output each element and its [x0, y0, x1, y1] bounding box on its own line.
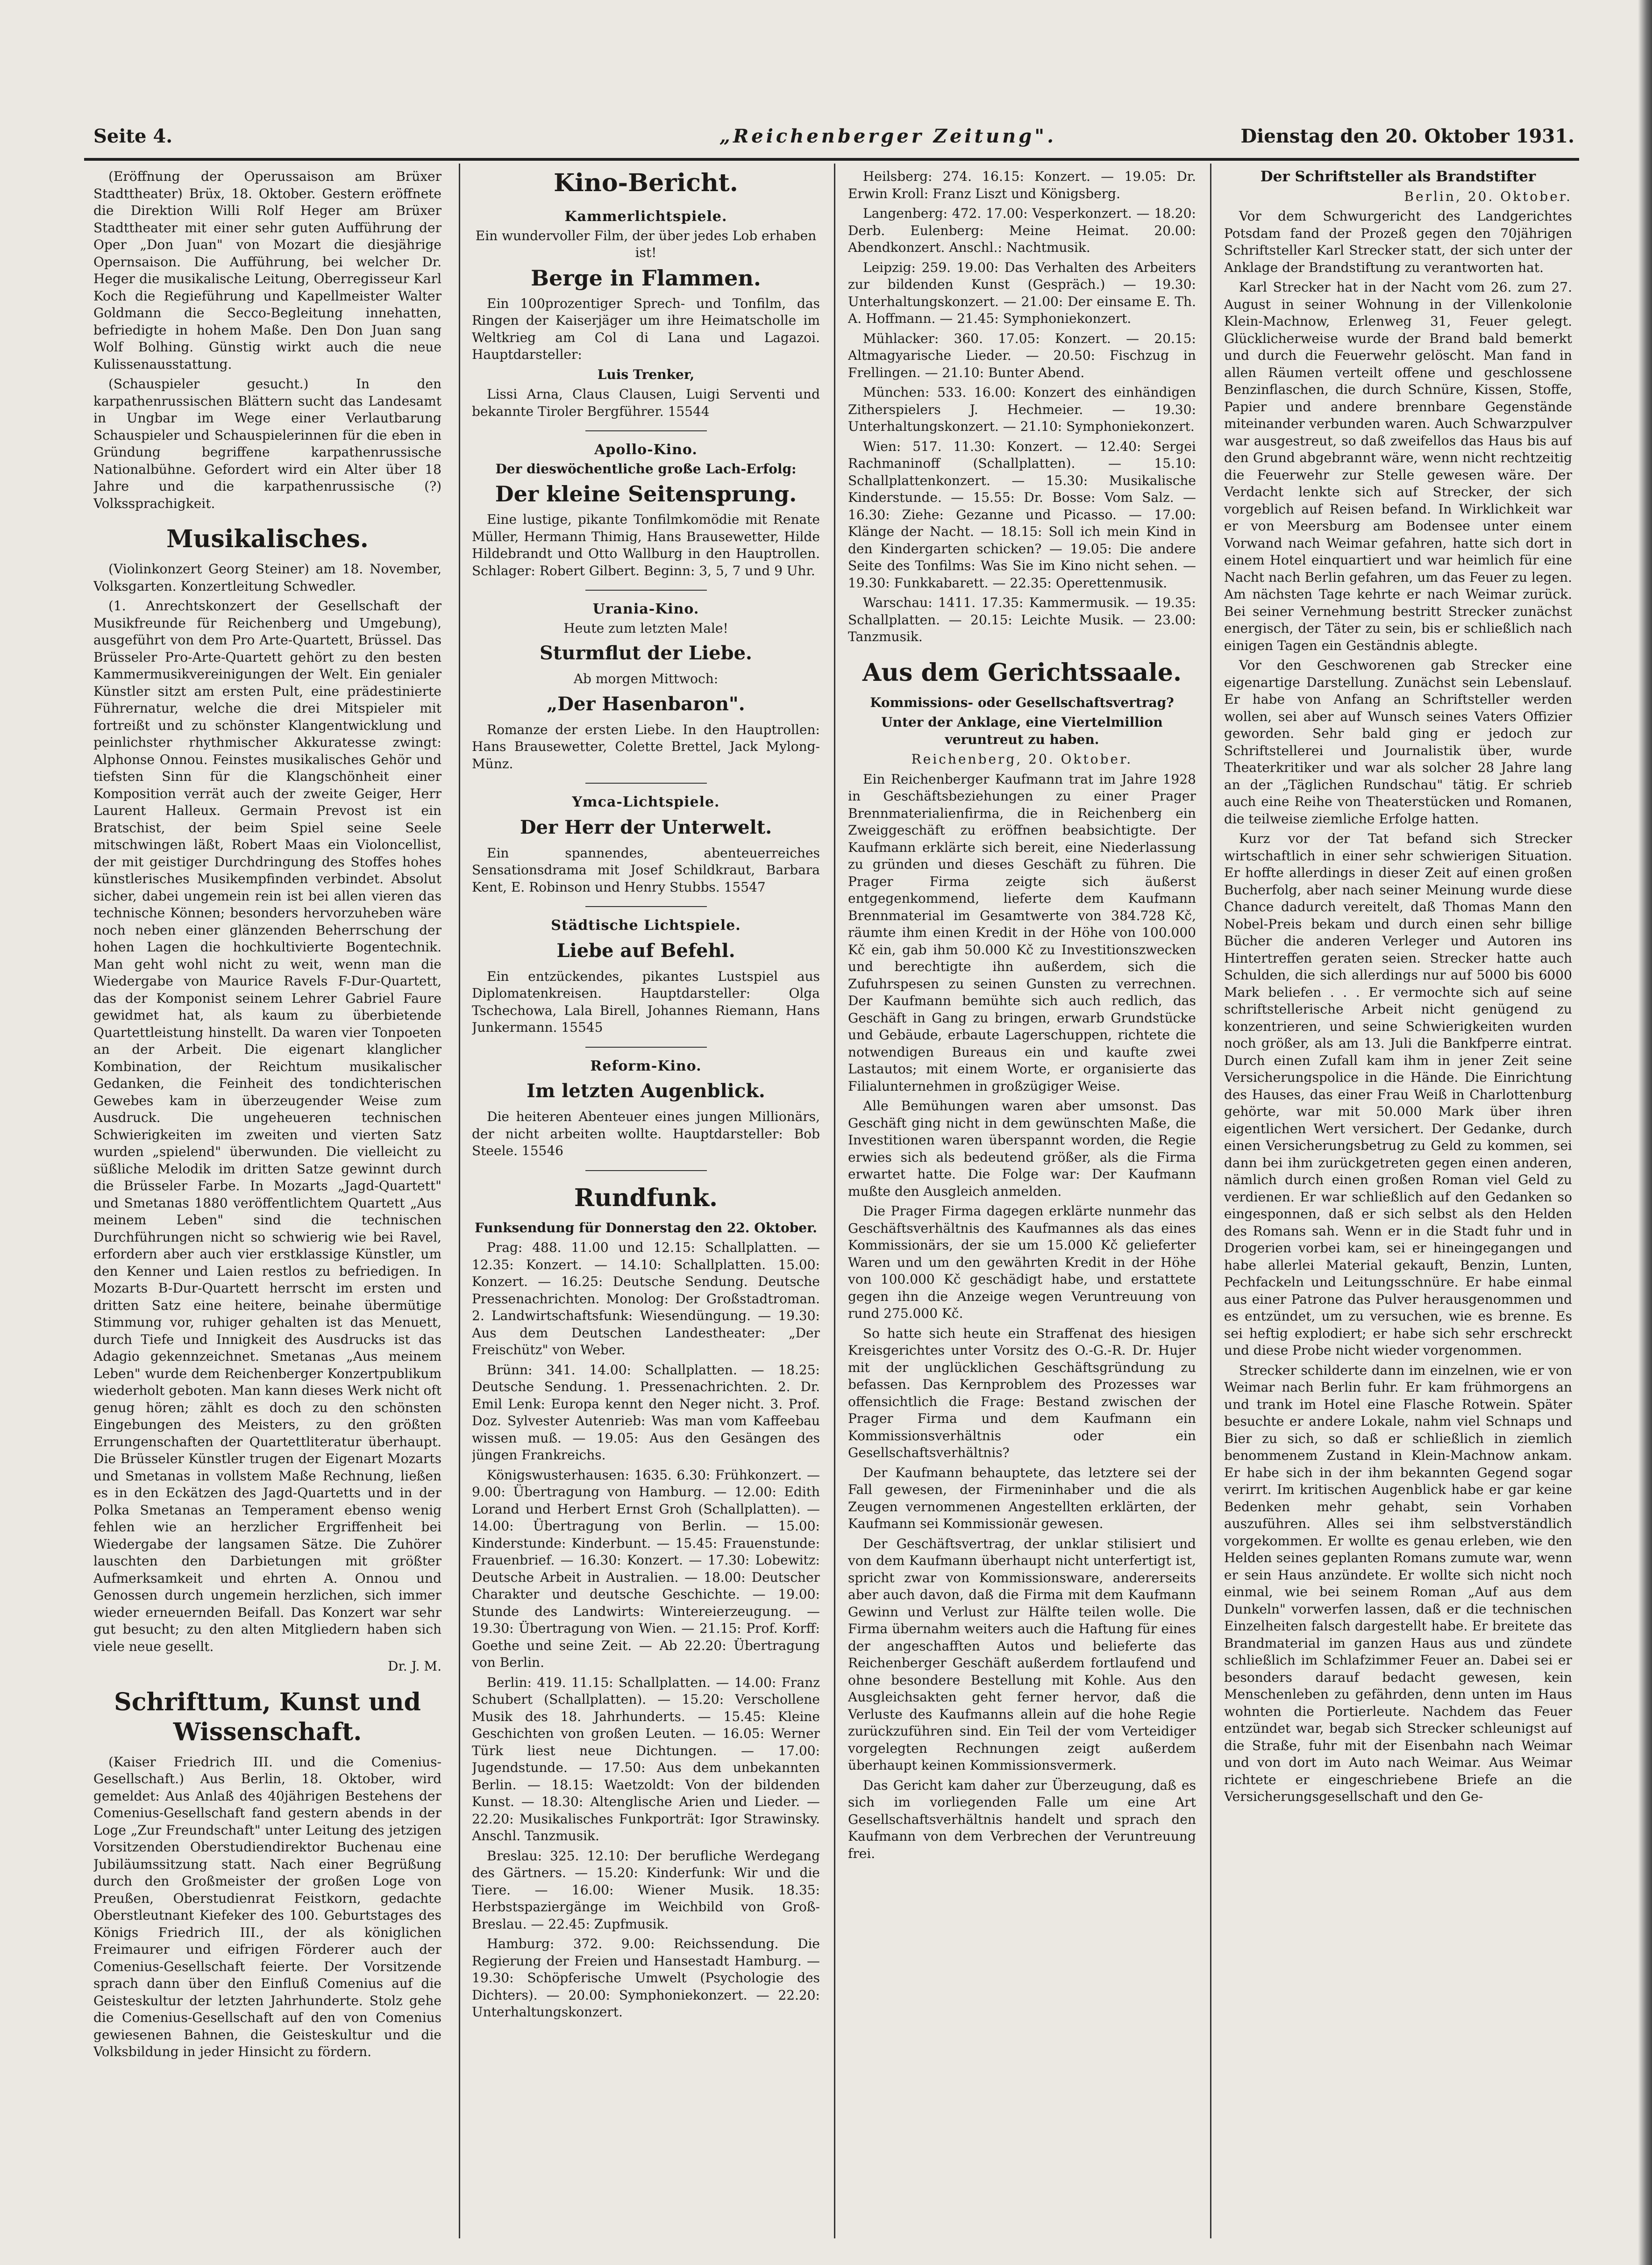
film-cast: Lissi Arna, Claus Clausen, Luigi Serventi und bekannte Tiroler Bergführer. 15544: [472, 386, 820, 419]
film-title: „Der Hasenbaron".: [547, 693, 745, 715]
cinema-name: Kammerlichtspiele.: [564, 208, 727, 225]
section-title-music: Musikalisches.: [166, 525, 369, 553]
film-description: Ein 100prozentiger Sprech- und Tonfilm, das Ringen der Kaiserjäger um ihre Heimatscholle im Weltkrieg am Col di Lana und Lagazoi. Hauptdarsteller:: [472, 295, 820, 362]
radio-program: Heilsberg: 274. 16.15: Konzert. — 19.05: Dr. Erwin Kroll: Franz Liszt und Königsberg.: [848, 169, 1196, 201]
separator: [585, 590, 707, 591]
cinema-name: Reform-Kino.: [590, 1057, 702, 1074]
arson-paragraph: Kurz vor der Tat befand sich Strecker wirtschaftlich in einer sehr schwierigen Situation. Er hoffte allerdings in dieser Zeit auf einen großen Bucherfolg, aber nach seiner Meinung wurde diese Chance dadurch vereitelt, daß Thomas Mann den Nobel-Preis bekam und durch einen sehr billige Bücher die anderen Verleger und Autoren ins Hintertreffen geraten seien. Strecker hatte auch Schulden, die sich allerdings nur auf 5000 bis 6000 Mark beliefen . . . Er vermochte sich auf seine schriftstellerische Arbeit nicht genügend zu konzentrieren, und seine Schwierigkeiten wurden noch größer, als am 13. Juli die Bankfperre eintrat. Durch einen Zufall kam ihm in jener Zeit seine Versicherungspolice in die Hände. Die Einrichtung des Hauses, das einer Frau Weiß in Charlottenburg gehörte, war mit 50.000 Mark über ihren eigentlichen Wert versichert. Der Gedanke, durch einen Versicherungsbetrug zu Geld zu kommen, sei dann bei ihm zurückgetreten gegen einen anderen, nämlich durch einen großen Roman viel Geld zu verdienen. Er war schließlich auf den Gedanken so eingesponnen, daß er sich selbst als den Helden des Romans sah. Wenn er in die Stadt fuhr und in Drogerien vorbei kam, sei er hineingegangen und habe allerlei Material gekauft, Benzin, Lunten, Pechfackeln und Leitungsschnüre. Er habe einmal aus einer Patrone das Pulver herausgenommen und es entzündet, um zu versuchen, wie es brenne. Es sei heftig explodiert; er habe sich sehr erschreckt und diese Probe nicht wieder vorgenommen.: [1224, 831, 1572, 1358]
article-concert: (1. Anrechtskonzert der Gesellschaft der Musikfreunde für Reichenberg und Umgebung), ausgeführt von dem Pro Arte-Quartett, Brüssel. Das Brüsseler Pro-Arte-Quartett gehört zu den besten Kammermusikvereinigungen der Welt. Ein genialer Künstler sitzt am ersten Pult, eine prädestinierte Führernatur, welche die drei Mitspieler mit fortreißt und zu schönster Klangentwicklung und peinlichster rhythmischer Akkuratesse zwingt: Alphonse Onnou. Feinstes musikalisches Gehör und tiefsten Sinn für die Klangschönheit einer Komposition verrät auch der zweite Geiger, Herr Laurent Halleux. Germain Prevost ist ein Bratschist, der beim Spiel seine Seele mitschwingen läßt, Robert Maas ein Violoncellist, der mit geistiger Durchdringung des Stoffes hohes künstlerisches Musikempfinden verbindet. Absolut sicher, dabei ungemein rein ist bei allen vieren das technische Können; besonders hervorzuheben wäre noch neben einer glänzenden Beherrschung der hohen Lagen die hochkultivierte Bogentechnik. Man geht wohl nicht zu weit, wenn man die Wiedergabe von Maurice Ravels F-Dur-Quartett, das der Komponist seinem Lehrer Gabriel Faure gewidmet hat, als kaum zu überbietende Quartettleistung hinstellt. Da waren vier Tonpoeten an der Arbeit. Die eigenart klanglicher Kombination, der Reichtum musikalischer Gedanken, die Feinheit des tondichterischen Gewebes kam in überzeugender Weise zum Ausdruck. Die ungeheueren technischen Schwierigkeiten im zweiten und vierten Satz wurden „spielend" überwunden. Die vielleicht zu süßliche Melodik im dritten Satze gewinnt durch die Brüsseler Farbe. In Mozarts „Jagd-Quartett" und Smetanas 1880 veröffentlichtem Quartett „Aus meinem Leben" sind die technischen Durchführungen nicht so schwierig wie bei Ravel, erfordern aber auch vier erstklassige Künstler, um den Kenner und Laien restlos zu befriedigen. In Mozarts B-Dur-Quartett herrscht im ersten und dritten Satz eine heitere, beinahe übermütige Stimmung vor, ruhiger gehalten ist das Menuett, durch Tiefe und Innigkeit des Ausdrucks ist das Adagio gekennzeichnet. Smetanas „Aus meinem Leben" wurde dem Reichenberger Konzertpublikum wiederholt geboten. Man kann dieses Werk nicht oft genug hören; zählt es doch zu den schönsten Eingebungen des Meisters, zu den größten Errungenschaften der Quartettliteratur überhaupt. Die Brüsseler Künstler trugen der Eigenart Mozarts und Smetanas in vollstem Maße Rechnung, ließen es in den Eckätzen des Jagd-Quartetts und in der Polka Smetanas an Temperament ebenso wenig fehlen wie an herzlicher Ergriffenheit bei Wiedergabe der langsamen Sätze. Die Zuhörer lauschten den Darbietungen mit größter Aufmerksamkeit und ehrten A. Onnou und Genossen durch ungemein herzlichen, sich immer wieder erneuernden Beifall. Das Konzert war sehr gut besucht; zu den alten Mitgliedern haben sich viele neue gesellt.: [93, 598, 441, 1654]
film-star: Luis Trenker,: [597, 366, 695, 382]
radio-program: München: 533. 16.00: Konzert des einhändigen Zitherspielers J. Hechmeier. — 19.30: Unterhaltungskonzert. — 21.10: Symphoniekonzert.: [848, 385, 1196, 434]
film-description: Ein spannendes, abenteuerreiches Sensationsdrama mit Josef Schildkraut, Barbara Kent, E. Robinson und Henry Stubbs. 15547: [472, 845, 820, 895]
page-header: [84, 122, 1579, 155]
court-subheadline: Unter der Anklage, eine Viertelmillion veruntreut zu haben.: [881, 715, 1163, 747]
radio-program: Mühlacker: 360. 17.05: Konzert. — 20.15: Altmagyarische Lieder. — 20.50: Fischzug in Frellingen. — 21.10: Bunter Abend.: [848, 330, 1196, 380]
cinema-subtitle: Ab morgen Mittwoch:: [573, 671, 719, 686]
film-title: Liebe auf Befehl.: [556, 939, 735, 962]
cinema-subtitle: Der dieswöchentliche große Lach-Erfolg:: [495, 461, 797, 477]
court-paragraph: Alle Bemühungen waren aber umsonst. Das Geschäft ging nicht in dem gewünschten Maße, die Investitionen waren überspannt worden, die Regie erwies sich als bedeutend größer, als die Firma erwartet hatte. Die Folge war: Der Kaufmann mußte den Ausgleich anmelden.: [848, 1098, 1196, 1199]
article-title-arson: Der Schriftsteller als Brandstifter: [1260, 168, 1536, 185]
court-headline: Kommissions- oder Gesellschaftsvertrag?: [870, 694, 1174, 710]
cinema-name: Städtische Lichtspiele.: [551, 917, 741, 934]
court-paragraph: So hatte sich heute ein Straffenat des hiesigen Kreisgerichtes unter Vorsitz des O.-G.-R. Dr. Hujer mit der unglücklichen Geschäftsgründung zu befassen. Das Kernproblem des Prozesses war offensichtlich die Frage: Bestand zwischen der Prager Firma und dem Kaufmann ein Kommissionsverhältnis oder ein Gesellschaftsverhältnis?: [848, 1325, 1196, 1460]
radio-program: Leipzig: 259. 19.00: Das Verhalten des Arbeiters zur bildenden Kunst (Gespräch.) — 19.30: Unterhaltungskonzert. — 21.00: Der einsame E. Th. A. Hoffmann. — 21.45: Symphoniekonzert.: [848, 259, 1196, 326]
radio-program: Breslau: 325. 12.10: Der berufliche Werdegang des Gärtners. — 15.20: Kinderfunk: Wir und die Tiere. — 16.00: Wiener Musik. 18.35: Herbstspaziergänge im Weichbild von Groß-Breslau. — 22.45: Zupfmusik.: [472, 1848, 820, 1932]
film-title: Der kleine Seitensprung.: [495, 481, 797, 507]
cinema-intro: Ein wundervoller Film, der über jedes Lob erhaben ist!: [475, 228, 817, 260]
radio-program: Brünn: 341. 14.00: Schallplatten. — 18.25: Deutsche Sendung. 1. Pressenachrichten. 2. Dr. Emil Lenk: Europa kennt den Neger nicht. 3. Prof. Doz. Sylvester Autenrieb: Was man vom Kaffeebau wissen muß. — 19.05: Aus den Gesängen des jüngen Frankreichs.: [472, 1362, 820, 1463]
column-divider: [834, 164, 835, 2238]
cinema-subtitle: Heute zum letzten Male!: [563, 620, 728, 636]
cinema-name: Apollo-Kino.: [594, 442, 698, 458]
arson-paragraph: Vor dem Schwurgericht des Landgerichtes Potsdam fand der Prozeß gegen den 70jährigen Schriftsteller Karl Strecker statt, der sich unter der Anklage der Brandstiftung zu verantworten hat.: [1224, 208, 1572, 275]
article-comenius: (Kaiser Friedrich III. und die Comenius-Gesellschaft.) Aus Berlin, 18. Oktober, wird gemeldet: Aus Anlaß des 40jährigen Bestehens der Comenius-Gesellschaft fand gestern abends in der Loge „Zur Freundschaft" unter Leitung des jetzigen Vorsitzenden Oberstudiendirektor Buchenau eine Jubiläumssitzung statt. Nach einer Begrüßung durch den Großmeister der großen Loge von Preußen, Oberstudienrat Feistkorn, gedachte Oberstleutnant Kiefeker des 100. Geburtstages des Königs Friedrich III., der als königlichen Freimaurer und eifrigen Förderer auch der Comenius-Gesellschaft feierte. Der Vorsitzende sprach dann über den Einfluß Comenius auf die Geisteskultur der letzten Jahrhunderte. Stolz gehe die Comenius-Gesellschaft auf den von Comenius gewiesenen Bahnen, die Geisteskultur und die Volksbildung in jeder Hinsicht zu fördern.: [93, 1754, 441, 2059]
cinema-name: Urania-Kino.: [592, 601, 699, 617]
arson-paragraph: Strecker schilderte dann im einzelnen, wie er von Weimar nach Berlin fuhr. Er kam frühmorgens an und trank im Hotel eine Flasche Rotwein. Später besuchte er andere Lokale, nahm viel Schnaps und Bier zu sich, so daß er schließlich in ziemlich benommenem Zustand in Klein-Machnow ankam. Er habe sich in der ihm bekannten Gegend sogar verirrt. Im kritischen Augenblick habe er gar keine Bedenken mehr gehabt, sein Vorhaben auszuführen. Alles sei ihm selbstverständlich vorgekommen. Er wollte es genau erleben, wie den Helden seines geplanten Romans zumute war, wenn er sein Haus anzündete. Er wollte sich nicht noch einmal, wie bei seinem Roman „Auf aus dem Dunkeln" vorwerfen lassen, daß er die technischen Einzelheiten falsch dargestellt habe. Er breitete das Brandmaterial im ganzen Haus aus und zündete schließlich im Schlafzimmer Feuer an. Dabei sei er besonders darauf bedacht gewesen, kein Menschenleben zu gefährden, denn unten im Haus wohnten die Portierleute. Nachdem das Feuer entzündet war, begab sich Strecker schleunigst auf die Straße, fuhr mit der Eisenbahn nach Weimar und von dort im Auto nach Weimar. Aus Weimar richtete er eingeschriebene Briefe an die Versicherungsgesellschaft und den Ge-: [1224, 1362, 1572, 1804]
radio-program: Berlin: 419. 11.15: Schallplatten. — 14.00: Franz Schubert (Schallplatten). — 15.20: Verschollene Musik des 18. Jahrhunderts. — 15.45: Kleine Geschichten von großen Leuten. — 16.05: Werner Türk liest neue Dichtungen. — 17.00: Jugendstunde. — 17.50: Aus dem unbekannten Berlin. — 18.15: Waetzoldt: Von der bildenden Kunst. — 18.30: Altenglische Arien und Lieder. — 22.20: Musikalisches Funkporträt: Igor Strawinsky. Anschl. Tanzmusik.: [472, 1674, 820, 1843]
section-title-literature: Schrifttum, Kunst und Wissenschaft.: [114, 1687, 421, 1746]
film-title: Sturmflut der Liebe.: [540, 642, 752, 664]
header-rule: [84, 158, 1579, 161]
court-dateline: Reichenberg, 20. Oktober.: [911, 751, 1133, 767]
section-title-cinema: Kino-Bericht.: [554, 169, 738, 197]
radio-program: Königswusterhausen: 1635. 6.30: Frühkonzert. — 9.00: Übertragung von Hamburg. — 12.00: Edith Lorand und Herbert Ernst Groh (Schallplatten). — 14.00: Übertragung von Berlin. — 15.00: Kinderstunde: Kinderbunt. — 15.45: Frauenstunde: Frauenbrief. — 16.30: Konzert. — 17.30: Lobewitz: Deutsche Arbeit in Australien. — 18.00: Deutscher Charakter und deutsche Geschichte. — 19.00: Stunde des Landwirts: Wintereierzeugung. — 19.30: Übertragung von Wien. — 21.15: Prof. Korff: Goethe und seine Zeit. — Ab 22.20: Übertragung von Berlin.: [472, 1467, 820, 1670]
radio-program: Warschau: 1411. 17.35: Kammermusik. — 19.35: Schallplatten. — 20.15: Leichte Musik. — 23.00: Tanzmusik.: [848, 595, 1196, 644]
article-actors: (Schauspieler gesucht.) In den karpathenrussischen Blättern sucht das Landesamt in Ungbar im Wege einer Verlautbarung Schauspieler und Schauspielerinnen für die eben in Gründung begriffene karpathenrussische Nationalbühne. Gefordert wird ein Alter über 18 Jahre und die karpathenrussische (?) Volkssprachigkeit.: [93, 376, 441, 511]
page-number: Seite 4.: [93, 125, 173, 147]
radio-program: Langenberg: 472. 17.00: Vesperkonzert. — 18.20: Derb. Eulenberg: Meine Heimat. 20.00: Abendkonzert. Anschl.: Nachtmusik.: [848, 206, 1196, 255]
page-edge-shadow: [1638, 0, 1652, 2265]
separator: [585, 906, 707, 907]
court-paragraph: Der Geschäftsvertrag, der unklar stilisiert und von dem Kaufmann überhaupt nicht unterfertigt ist, spricht zwar von Kommissionsware, andererseits aber auch davon, daß die Firma mit dem Kaufmann Gewinn und Verlust zur Hälfte teilen wolle. Die Firma übernahm weiters auch die Haftung für eines der angeschafften Autos und belieferte das Reichenberger Geschäft außerdem fortlaufend und ohne besondere Bestellung mit Kohle. Aus den Ausgleichsakten geht ferner hervor, daß die Verluste des Kaufmanns allein auf die hohe Regie zurückzuführen sind. Ein Teil der vom Verteidiger vorgelegten Rechnungen zeigt außerdem überhaupt keinen Kommissionsvermerk.: [848, 1536, 1196, 1773]
column-divider: [459, 164, 460, 2238]
separator: [585, 1170, 707, 1171]
radio-program: Hamburg: 372. 9.00: Reichssendung. Die Regierung der Freien und Hansestadt Hamburg. — 19.30: Schöpferische Umwelt (Psychologie des Dichters). — 20.00: Symphoniekonzert. — 22.20: Unterhaltungskonzert.: [472, 1936, 820, 2020]
issue-date: Dienstag den 20. Oktober 1931.: [1240, 125, 1574, 147]
film-description: Eine lustige, pikante Tonfilmkomödie mit Renate Müller, Hermann Thimig, Hans Brausewetter, Hilde Hildebrandt und Otto Wallburg in den Hauptrollen. Schlager: Robert Gilbert. Beginn: 3, 5, 7 und 9 Uhr.: [472, 512, 820, 579]
section-title-radio: Rundfunk.: [574, 1183, 718, 1212]
cinema-name: Ymca-Lichtspiele.: [572, 794, 720, 810]
separator: [585, 1047, 707, 1048]
masthead-title: „Reichenberger Zeitung".: [719, 125, 1056, 147]
article-violin: (Violinkonzert Georg Steiner) am 18. November, Volksgarten. Konzertleitung Schwedler.: [93, 561, 441, 594]
article-opera: (Eröffnung der Operussaison am Brüxer Stadttheater) Brüx, 18. Oktober. Gestern eröffnete die Direktion Willi Rolf Heger am Brüxer Stadttheater mit einer sehr guten Aufführung der Oper „Don Juan" von Mozart die diesjährige Opernsaison. Die Aufführung, bei welcher Dr. Heger die musikalische Leitung, Oberregisseur Karl Koch die Regieführung und Kapellmeister Walter Goldmann die Secco-Begleitung innehatten, befriedigte in hohem Maße. Den Don Juan sang Wolf Bolhing. Günstig wirkt auch die neue Kulissenausstattung.: [93, 169, 441, 372]
film-description: Die heiteren Abenteuer eines jungen Millionärs, der nicht arbeiten wollte. Hauptdarsteller: Bob Steele. 15546: [472, 1109, 820, 1158]
court-paragraph: Ein Reichenberger Kaufmann trat im Jahre 1928 in Geschäftsbeziehungen zu einer Prager Brennmaterialienfirma, die in Reichenberg ein Zweiggeschäft zu eröffnen beabsichtigte. Der Kaufmann erklärte sich bereit, eine Niederlassung zu gründen und dieses Geschäft zu führen. Die Prager Firma zeigte sich äußerst entgegenkommend, lieferte dem Kaufmann Brennmaterial im Gesamtwerte von 384.728 Kč, räumte ihm einen Kredit in der Höhe von 100.000 Kč ein, gab ihm 50.000 Kč zu Investitionszwecken und berechtigte ihn außerdem, sich die Zufuhrspesen zu seinen Gunsten zu verrechnen. Der Kaufmann bemühte sich auch redlich, das Geschäft in Gang zu bringen, erwarb Grundstücke und Gebäude, erbaute Lagerschuppen, richtete die notwendigen Bureaus ein und kaufte zwei Lastautos; mit einem Worte, er organisierte das Filialunternehmen in großzügiger Weise.: [848, 771, 1196, 1094]
section-title-court: Aus dem Gerichtssaale.: [862, 658, 1182, 687]
column-3: [848, 168, 1196, 2248]
separator: [585, 783, 707, 784]
radio-program: Prag: 488. 11.00 und 12.15: Schallplatten. — 12.35: Konzert. — 14.10: Schallplatten. 15.00: Konzert. — 16.25: Deutsche Sendung. Deutsche Pressenachrichten. Monolog: Der Großstadtroman. 2. Landwirtschaftsfunk: Wiesendüngung. — 19.30: Aus dem Deutschen Landestheater: „Der Freischütz" von Weber.: [472, 1240, 820, 1358]
film-description: Romanze der ersten Liebe. In den Hauptrollen: Hans Brausewetter, Colette Brettel, Jack Mylong-Münz.: [472, 722, 820, 772]
column-1: [93, 168, 441, 2248]
film-title: Berge in Flammen.: [531, 265, 761, 291]
film-title: Der Herr der Unterwelt.: [520, 816, 772, 838]
court-paragraph: Das Gericht kam daher zur Überzeugung, daß es sich im vorliegenden Falle um eine Art Gesellschaftsverhältnis handelt und sprach den Kaufmann von dem Verbrechen der Veruntreuung frei.: [848, 1777, 1196, 1861]
radio-subtitle: Funksendung für Donnerstag den 22. Oktober.: [474, 1220, 818, 1236]
column-divider: [1210, 164, 1211, 2238]
radio-program: Wien: 517. 11.30: Konzert. — 12.40: Sergei Rachmaninoff (Schallplatten). — 15.10: Schallplattenkonzert. — 15.30: Musikalische Kinderstunde. — 15.55: Dr. Bosse: Vom Salz. — 16.30: Ziehe: Gezanne und Picasso. — 17.00: Klänge der Nacht. — 18.15: Soll ich mein Kind in den Kindergarten schicken? — 19.05: Die andere Seite des Tonfilms: Was Sie im Kino nicht sehen. — 19.30: Funkkabarett. — 22.35: Operettenmusik.: [848, 438, 1196, 591]
arson-paragraph: Karl Strecker hat in der Nacht vom 26. zum 27. August in seiner Wohnung in der Villenkolonie Klein-Machnow, Erlenweg 31, Feuer gelegt. Glücklicherweise wurde der Brand bald bemerkt und durch die Feuerwehr gelöscht. Man fand in allen Räumen verteilt offene und geschlossene Benzinflaschen, die durch Schnüre, Kissen, Stoffe, Papier und andere brennbare Gegenstände miteinander verbunden waren. Auch Schwarzpulver war ausgestreut, so daß zweifellos das Haus bis auf den Grund abgebrannt wäre, wenn nicht rechtzeitig die Feuerwehr zur Stelle gewesen wäre. Der Verdacht lenkte sich auf Strecker, der sich vorgeblich auf Reisen befand. In Wirklichkeit war er von Meersburg am Bodensee unter einem Vorwand nach Weimar gefahren, hatte sich dort in einem Hotel einquartiert und war heimlich für eine Nacht nach Berlin gefahren, um das Feuer zu legen. Am nächsten Tage kehrte er nach Weimar zurück. Bei seiner Vernehmung bestritt Strecker zunächst energisch, der Täter zu sein, bis er schließlich nach einigen Tagen ein Geständnis ablegte.: [1224, 279, 1572, 653]
column-4: [1224, 168, 1572, 2248]
film-description: Ein entzückendes, pikantes Lustspiel aus Diplomatenkreisen. Hauptdarsteller: Olga Tschechowa, Lala Birell, Johannes Riemann, Hans Junkermann. 15545: [472, 968, 820, 1035]
separator: [585, 430, 707, 431]
court-paragraph: Die Prager Firma dagegen erklärte nunmehr das Geschäftsverhältnis des Kaufmannes als das eines Kommissionärs, der sie um 15.000 Kč gelieferter Waren und um den gewährten Kredit in der Höhe von 100.000 Kč geschädigt habe, und erstattete gegen ihn die Anzeige wegen Veruntreuung von rund 275.000 Kč.: [848, 1203, 1196, 1321]
article-signature: Dr. J. M.: [388, 1658, 441, 1674]
arson-paragraph: Vor den Geschworenen gab Strecker eine eigenartige Darstellung. Zunächst sein Lebenslauf. Er habe von Anfang an Schriftsteller werden wollen, sei aber auf Wunsch seines Vaters Offizier geworden. Sehr bald ging er jedoch zur Schriftstellerei und Journalistik über, wurde Theaterkritiker und war als solcher 28 Jahre lang an der „Täglichen Rundschau" tätig. Er schrieb auch eine Reihe von Theaterstücken und Romanen, die teilweise ziemliche Erfolge hatten.: [1224, 657, 1572, 827]
column-2: [472, 168, 820, 2248]
film-title: Im letzten Augenblick.: [527, 1080, 765, 1102]
court-paragraph: Der Kaufmann behauptete, das letztere sei der Fall gewesen, der Firmeninhaber und die als Zeugen vernommenen Angestellten erklärten, der Kaufmann sei Kommissionär gewesen.: [848, 1465, 1196, 1531]
arson-dateline: Berlin, 20. Oktober.: [1404, 188, 1572, 204]
